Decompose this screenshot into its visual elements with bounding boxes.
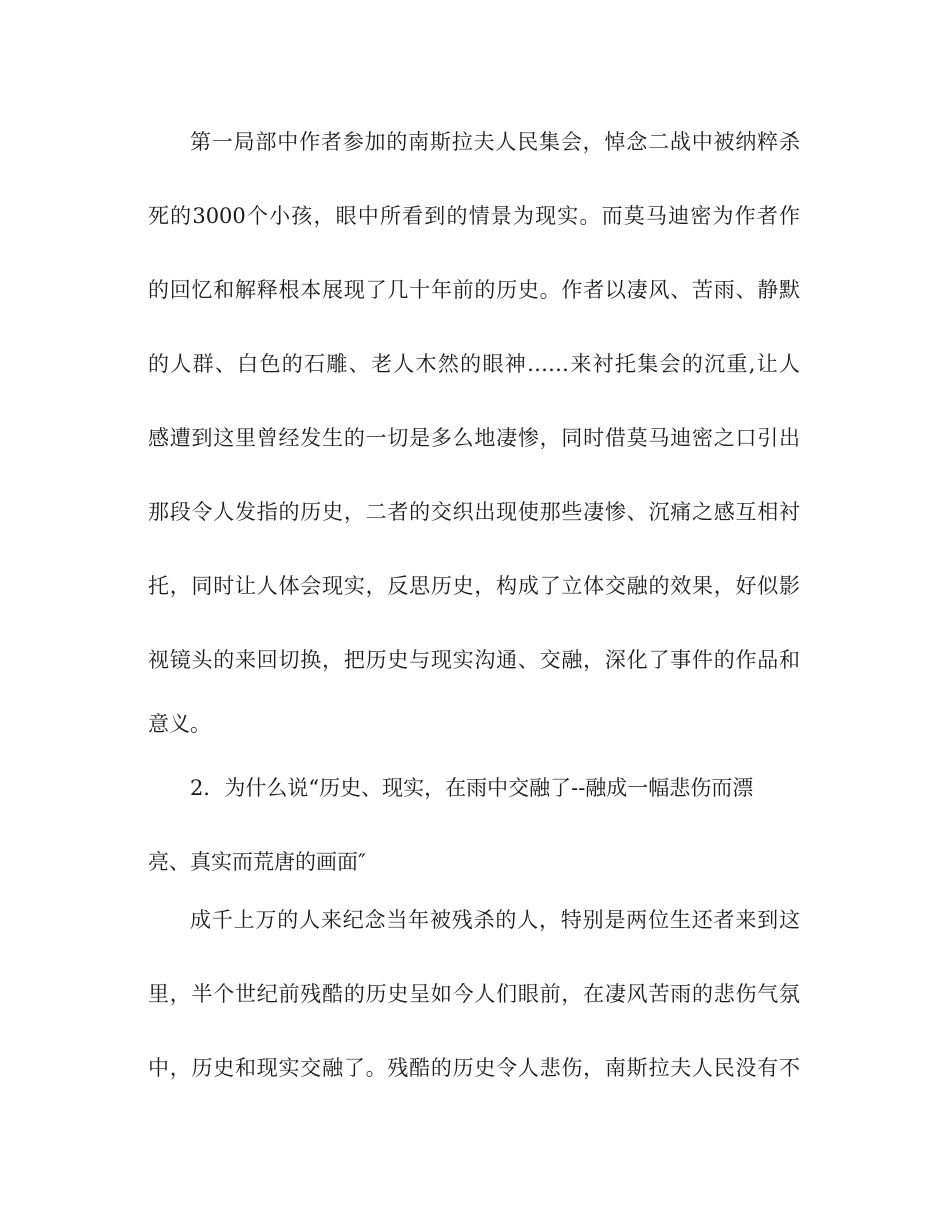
paragraph-1-line-3: 的回忆和解释根本展现了几十年前的历史。作者以凄风、苦雨、静默 bbox=[148, 278, 800, 302]
paragraph-3-line-2: 里，半个世纪前残酷的历史呈如今人们眼前，在凄风苦雨的悲伤气氛 bbox=[148, 982, 800, 1006]
paragraph-1-line-2: 死的3000个小孩，眼中所看到的情景为现实。而莫马迪密为作者作 bbox=[148, 204, 800, 228]
question-2-line-2: 亮、真实而荒唐的画面″ bbox=[148, 850, 366, 874]
paragraph-1-line-5: 感遭到这里曾经发生的一切是多么地凄惨，同时借莫马迪密之口引出 bbox=[148, 426, 800, 450]
question-2-line-1: 2．为什么说“历史、现实，在雨中交融了--融成一幅悲伤而漂 bbox=[190, 776, 754, 800]
paragraph-1-line-8: 视镜头的来回切换，把历史与现实沟通、交融，深化了事件的作品和 bbox=[148, 648, 800, 672]
paragraph-1-line-4: 的人群、白色的石雕、老人木然的眼神……来衬托集会的沉重,让人 bbox=[148, 352, 800, 376]
paragraph-1-line-7: 托，同时让人体会现实，反思历史，构成了立体交融的效果，好似影 bbox=[148, 574, 800, 598]
paragraph-1-line-9: 意义。 bbox=[148, 712, 211, 736]
paragraph-1-line-1: 第一局部中作者参加的南斯拉夫人民集会，悼念二战中被纳粹杀 bbox=[190, 130, 800, 154]
paragraph-3-line-1: 成千上万的人来纪念当年被残杀的人，特别是两位生还者来到这 bbox=[190, 908, 800, 932]
paragraph-3-line-3: 中，历史和现实交融了。残酷的历史令人悲伤，南斯拉夫人民没有不 bbox=[148, 1056, 800, 1080]
paragraph-1-line-6: 那段令人发指的历史，二者的交织出现使那些凄惨、沉痛之感互相衬 bbox=[148, 500, 800, 524]
